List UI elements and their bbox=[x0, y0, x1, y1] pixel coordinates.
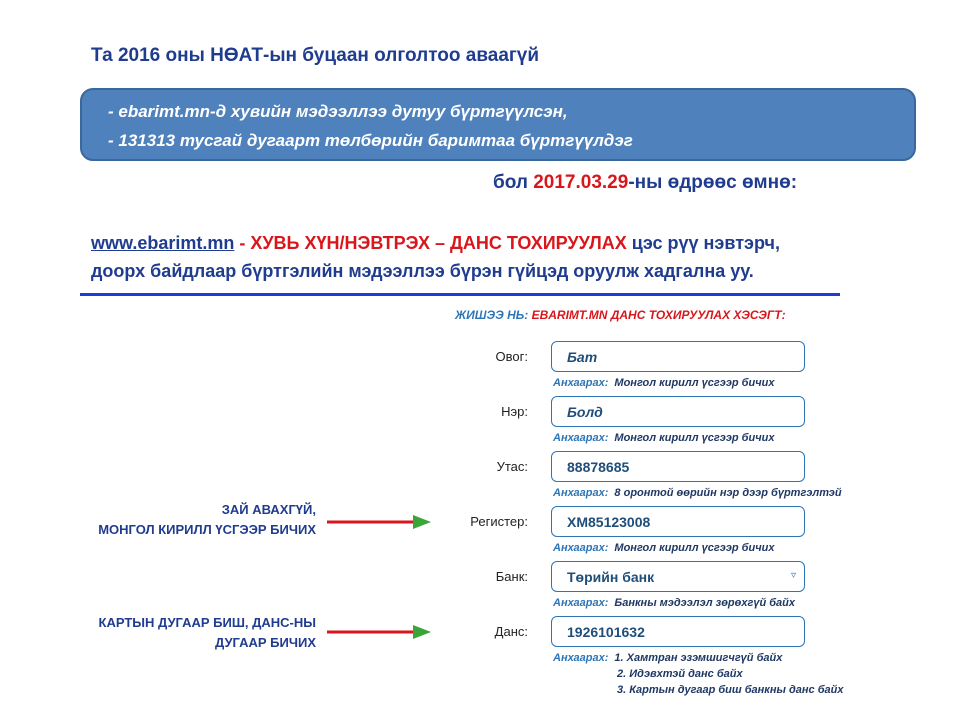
hint-key: Анхаарах: bbox=[553, 432, 609, 444]
registry-field[interactable] bbox=[551, 506, 805, 537]
deadline-date: 2017.03.29 bbox=[533, 172, 629, 193]
lastname-field[interactable] bbox=[551, 341, 805, 372]
hint-text: Банкны мэдээлэл зөрөхгүй байх bbox=[614, 597, 796, 609]
field-value: Бат bbox=[567, 349, 598, 365]
example-heading bbox=[455, 308, 786, 322]
hint-key: Анхаарах: bbox=[553, 597, 609, 609]
hint-text: Монгол кирилл үсгээр бичих bbox=[614, 432, 775, 444]
ebarimt-link[interactable]: www.ebarimt.mn bbox=[91, 233, 235, 253]
field-value: ХМ85123008 bbox=[567, 514, 651, 530]
field-label-bank: Банк: bbox=[495, 569, 528, 584]
hint-key: Анхаарах: bbox=[553, 487, 609, 499]
info-bullet: - 131313 тусгай дугаарт төлбөрийн баримтаа бүртгүүлдэг bbox=[108, 131, 633, 150]
field-label-lastname: Овог: bbox=[495, 349, 528, 364]
firstname-field[interactable] bbox=[551, 396, 805, 427]
hint bbox=[553, 597, 795, 609]
instruction-line bbox=[91, 233, 780, 254]
field-label-registry: Регистер: bbox=[470, 514, 528, 529]
hint-text: 1. Хамтран эзэмшигчгүй байх bbox=[614, 652, 783, 664]
info-bullet: - ebarimt.mn-д хувийн мэдээллээ дутуу бүртгүүлсэн, bbox=[108, 102, 568, 121]
menu-path: - ХУВЬ ХҮН/НЭВТРЭХ – ДАНС ТОХИРУУЛАХ bbox=[234, 233, 627, 253]
note-line: ЗАЙ АВАХГҮЙ, bbox=[221, 502, 316, 517]
note-line: ДУГААР БИЧИХ bbox=[215, 635, 316, 650]
field-label-account: Данс: bbox=[494, 624, 528, 639]
instruction-rest: цэс рүү нэвтэрч, bbox=[626, 233, 780, 253]
page-title: Та 2016 оны НӨАТ-ын буцаан олголтоо аваагүй bbox=[91, 45, 540, 66]
hint-key: Анхаарах: bbox=[553, 542, 609, 554]
instruction-line: доорх байдлаар бүртгэлийн мэдээллээ бүрэн гүйцэд оруулж хадгална уу. bbox=[91, 261, 754, 281]
hint bbox=[553, 377, 774, 389]
deadline-prefix: бол bbox=[493, 172, 534, 193]
hint-key: Анхаарах: bbox=[553, 377, 609, 389]
hint-text: 8 оронтой өөрийн нэр дээр бүртгэлтэй bbox=[614, 487, 842, 499]
hint-text: 3. Картын дугаар биш банкны данс байх bbox=[617, 684, 844, 696]
example-prefix: ЖИШЭЭ НЬ: bbox=[455, 308, 532, 322]
hint-key: Анхаарах: bbox=[553, 652, 609, 664]
field-label-phone: Утас: bbox=[496, 459, 528, 474]
chevron-down-icon[interactable]: ▿ bbox=[790, 570, 796, 581]
field-label-firstname: Нэр: bbox=[501, 404, 528, 419]
deadline-suffix: -ны өдрөөс өмнө: bbox=[628, 172, 798, 193]
deadline-text bbox=[493, 172, 797, 194]
hint bbox=[553, 652, 782, 664]
bank-select[interactable] bbox=[551, 561, 805, 592]
divider bbox=[80, 293, 840, 296]
field-value: 1926101632 bbox=[567, 624, 645, 640]
field-value: Болд bbox=[567, 404, 603, 420]
hint bbox=[553, 432, 774, 444]
arrow-right-icon bbox=[325, 620, 435, 644]
field-value: 88878685 bbox=[567, 459, 630, 475]
field-value: Төрийн банк bbox=[567, 569, 655, 585]
hint-text: Монгол кирилл үсгээр бичих bbox=[614, 542, 775, 554]
hint bbox=[553, 542, 774, 554]
hint-text: 2. Идэвхтэй данс байх bbox=[617, 668, 743, 680]
note-line: КАРТЫН ДУГААР БИШ, ДАНС-НЫ bbox=[98, 615, 316, 630]
account-note bbox=[80, 613, 316, 653]
hint-text: Монгол кирилл үсгээр бичих bbox=[614, 377, 775, 389]
hint bbox=[553, 487, 842, 499]
account-field[interactable] bbox=[551, 616, 805, 647]
arrow-right-icon bbox=[325, 510, 435, 534]
info-box bbox=[80, 88, 916, 161]
phone-field[interactable] bbox=[551, 451, 805, 482]
example-title: EBARIMT.MN ДАНС ТОХИРУУЛАХ ХЭСЭГТ: bbox=[531, 308, 786, 322]
note-line: МОНГОЛ КИРИЛЛ ҮСГЭЭР БИЧИХ bbox=[98, 522, 316, 537]
registry-note bbox=[80, 500, 316, 540]
